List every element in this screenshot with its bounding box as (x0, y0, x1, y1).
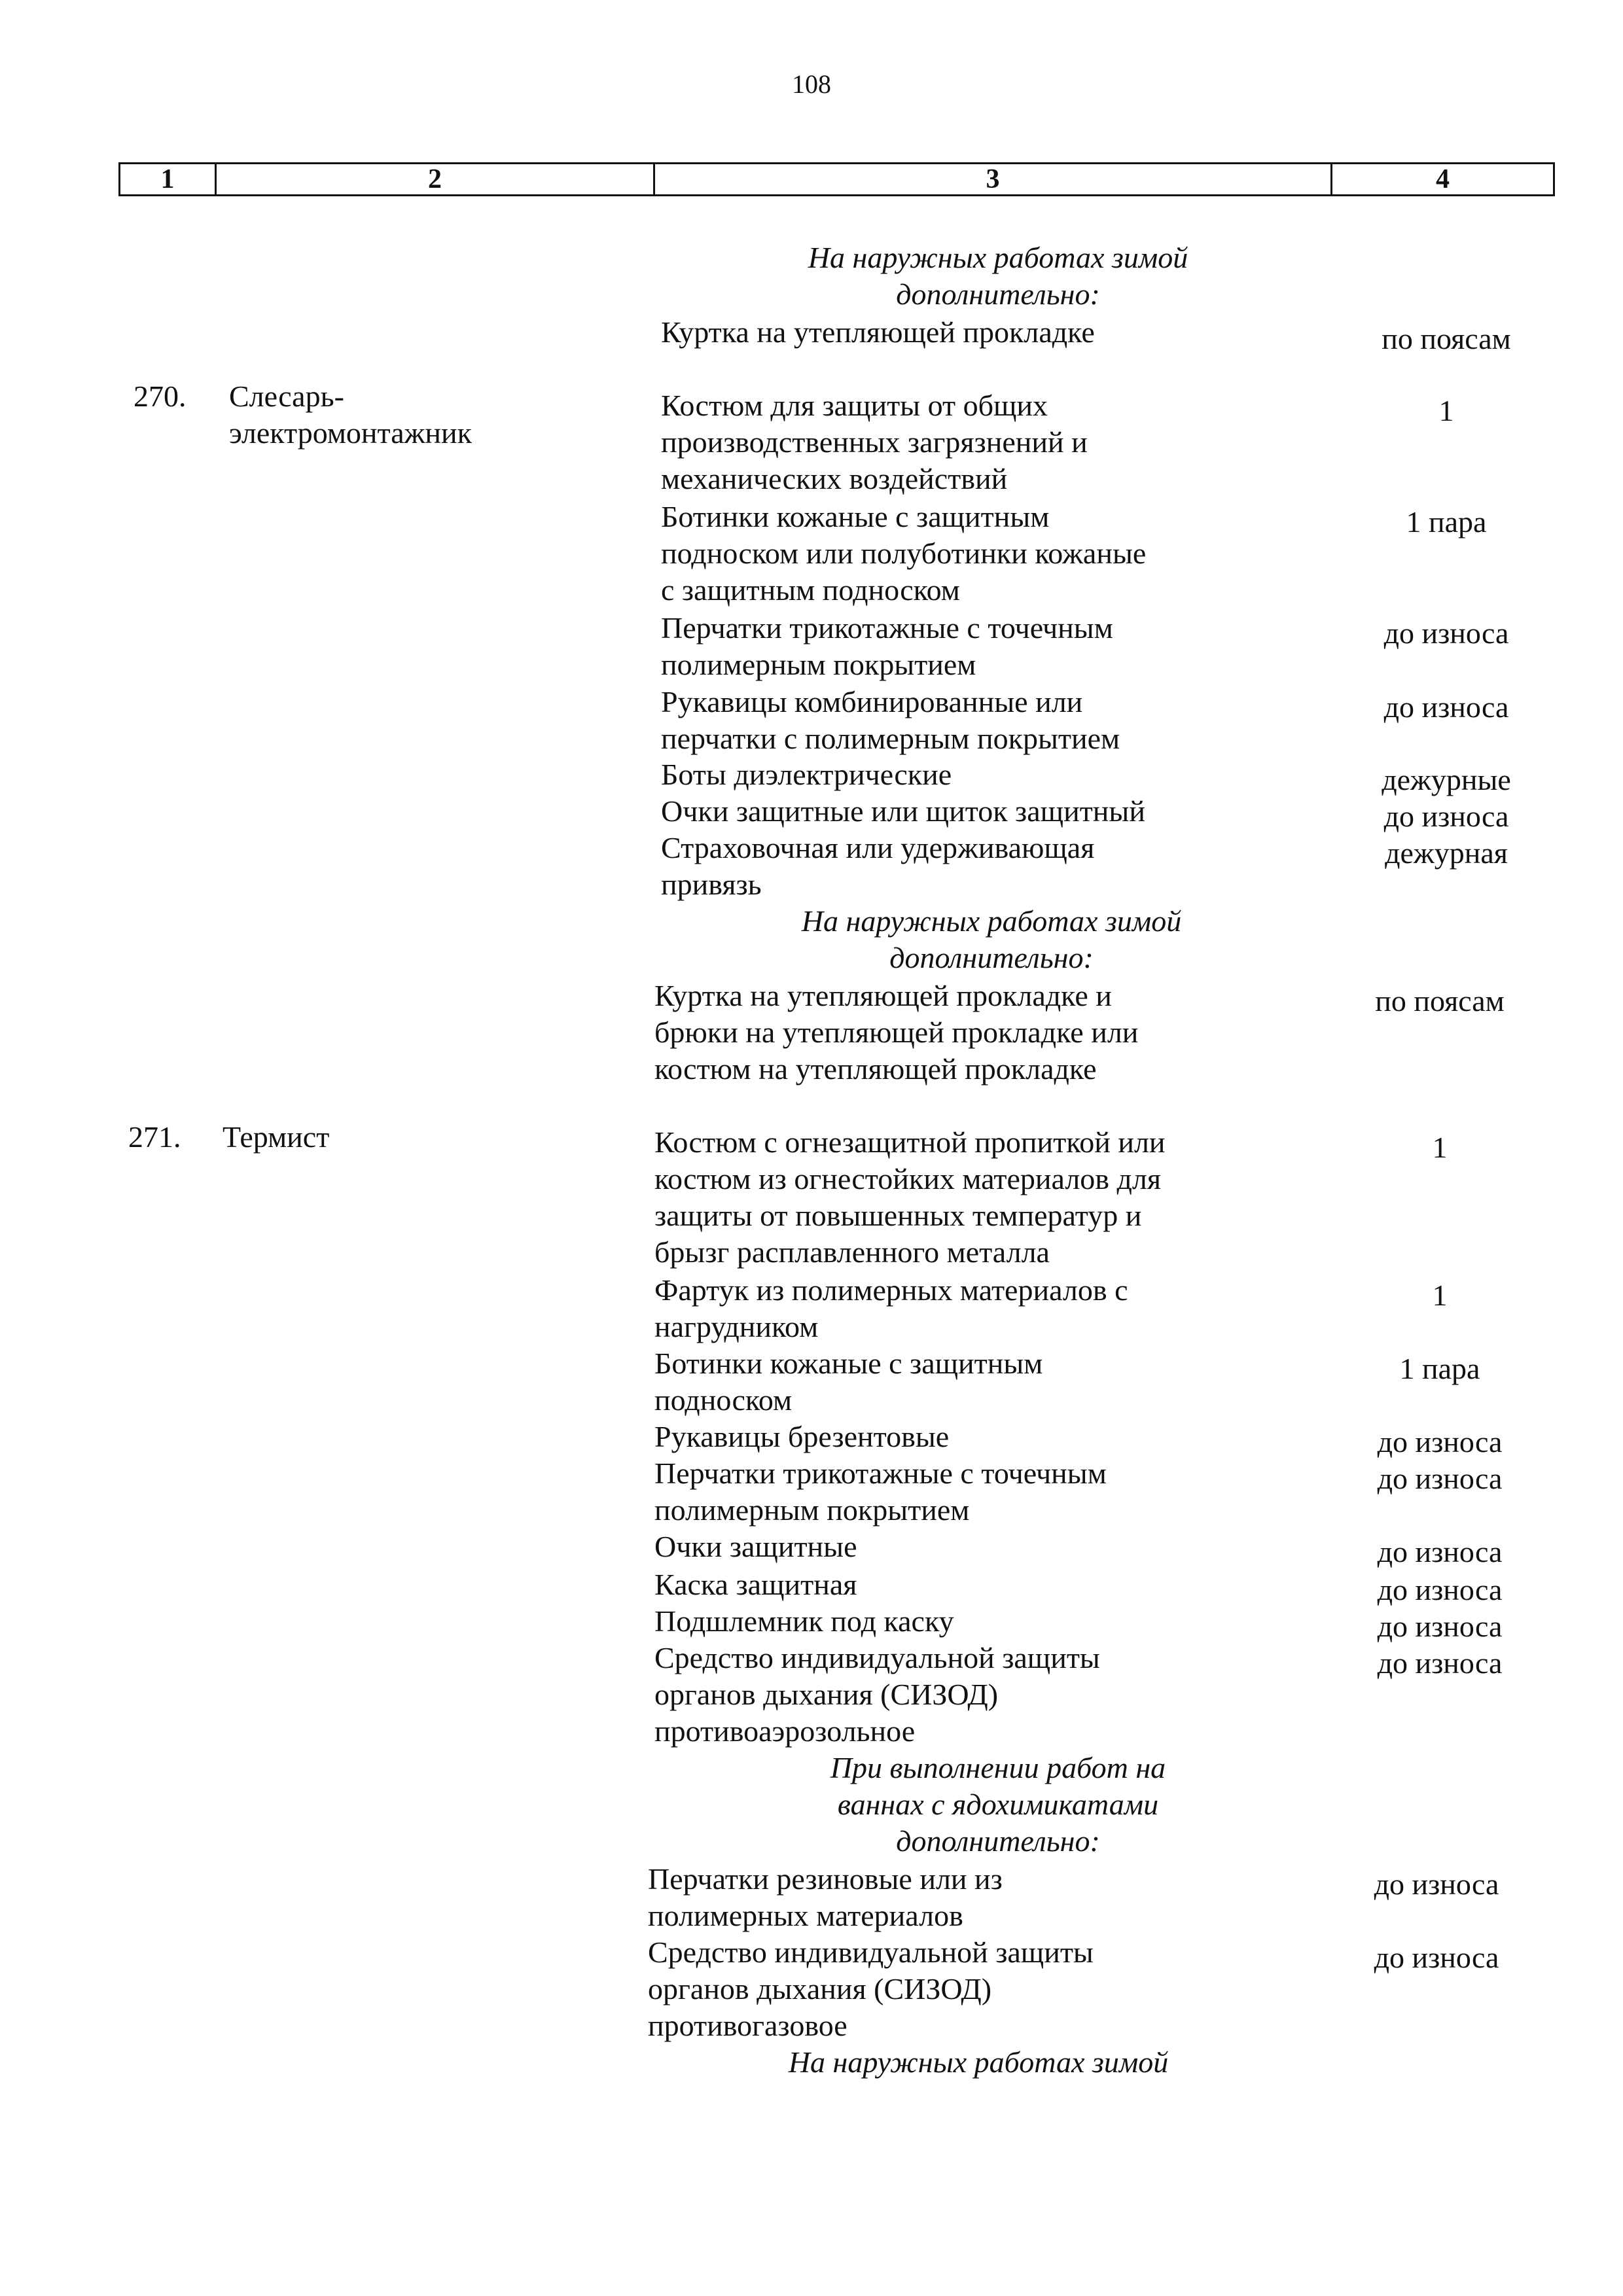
item-name (654, 1640, 1100, 1750)
item-name (661, 793, 1145, 830)
item-name (661, 499, 1146, 609)
item-name (654, 1124, 1166, 1271)
winter-note-270 (648, 903, 1335, 976)
column-header-table (118, 162, 1555, 196)
item-quantity: дежурные (1382, 763, 1511, 796)
item-line: костюм на утепляющей прокладке (654, 1052, 1097, 1086)
item-quantity: 1 (1432, 1131, 1448, 1164)
item-quantity: по поясам (1382, 322, 1511, 355)
item-name (654, 1345, 1043, 1419)
item-quantity: по поясам (1375, 984, 1505, 1017)
item-quantity: до износа (1374, 1941, 1499, 1974)
item-name (654, 1603, 954, 1640)
item-name (648, 1861, 1003, 1934)
column-header-1: 1 (120, 164, 216, 196)
item-name (661, 610, 1113, 683)
profession-name (229, 378, 472, 451)
item-line: Перчатки резиновые или из (648, 1862, 1003, 1896)
item-name (654, 1455, 1107, 1528)
item-name (654, 1566, 857, 1603)
item-line: брызг расплавленного металла (654, 1235, 1050, 1269)
item-line: Средство индивидуальной защиты (648, 1935, 1094, 1969)
item-line: Средство индивидуальной защиты (654, 1641, 1100, 1674)
winter-note-line: На наружных работах зимой (808, 241, 1188, 274)
profession-line: Слесарь- (229, 380, 344, 413)
winter-note-line: дополнительно: (896, 277, 1100, 311)
entry-number: 271. (128, 1120, 181, 1154)
item-line: Костюм для защиты от общих (661, 389, 1048, 422)
item-line: Очки защитные (654, 1530, 857, 1563)
item-quantity: 1 (1432, 1279, 1448, 1312)
item-line: Каска защитная (654, 1568, 857, 1601)
item-line: Костюм с огнезащитной пропиткой или (654, 1125, 1166, 1159)
item-quantity: до износа (1377, 1610, 1503, 1643)
item-quantity: до износа (1383, 616, 1509, 650)
item-quantity: до износа (1374, 1867, 1499, 1901)
item-name (654, 1419, 949, 1455)
bath-note-line: При выполнении работ на (830, 1751, 1166, 1784)
item-line: Перчатки трикотажные с точечным (654, 1457, 1107, 1490)
bath-note-line: дополнительно: (896, 1824, 1100, 1858)
item-quantity: 1 пара (1399, 1352, 1480, 1385)
item-quantity: до износа (1377, 1573, 1503, 1606)
item-line: подноском (654, 1383, 793, 1417)
item-line: Очки защитные или щиток защитный (661, 794, 1145, 828)
item-quantity: до износа (1377, 1462, 1503, 1495)
item-line: полимерным покрытием (654, 1493, 970, 1527)
item-line: органов дыхания (СИЗОД) (648, 1972, 992, 2005)
item-name (661, 387, 1088, 497)
item-line: нагрудником (654, 1310, 819, 1343)
item-quantity: до износа (1377, 1535, 1503, 1568)
item-line: противогазовое (648, 2009, 847, 2042)
item-line: брюки на утепляющей прокладке или (654, 1016, 1139, 1049)
item-name (654, 978, 1138, 1087)
winter-note-line: На наружных работах зимой (801, 904, 1182, 938)
item-line: противоаэрозольное (654, 1714, 916, 1748)
item-quantity: до износа (1383, 690, 1509, 724)
item-name (661, 830, 1094, 903)
item-name (661, 684, 1120, 757)
item-line: подноском или полуботинки кожаные (661, 537, 1147, 570)
item-quantity: до износа (1377, 1646, 1503, 1680)
item-quantity: дежурная (1385, 836, 1508, 870)
item-quantity: до износа (1383, 800, 1509, 833)
item-name (654, 1272, 1128, 1345)
winter-note-269 (654, 239, 1342, 313)
item-line: привязь (661, 868, 762, 901)
winter-note-line: дополнительно: (889, 941, 1094, 974)
item-line: органов дыхания (СИЗОД) (654, 1678, 999, 1711)
item-line: Боты диэлектрические (661, 758, 952, 791)
profession-line: электромонтажник (229, 416, 472, 450)
item-quantity: 1 (1438, 394, 1454, 427)
item-line: полимерным покрытием (661, 648, 976, 681)
column-header-2: 2 (216, 164, 654, 196)
item-name (661, 756, 952, 793)
entry-number: 270. (134, 380, 187, 413)
item-line: Подшлемник под каску (654, 1604, 954, 1638)
item-line: Рукавицы брезентовые (654, 1420, 950, 1453)
item-line: Ботинки кожаные с защитным (654, 1347, 1043, 1380)
bath-note-271 (654, 1750, 1342, 1860)
item-line: Рукавицы комбинированные или (661, 685, 1083, 718)
item-quantity: до износа (1377, 1425, 1503, 1458)
winter-note-271: На наружных работах зимой (788, 2045, 1169, 2079)
column-header-4: 4 (1332, 164, 1554, 196)
item-name: Куртка на утепляющей прокладке (661, 315, 1095, 349)
item-line: механических воздействий (661, 462, 1008, 495)
item-line: с защитным подноском (661, 573, 960, 607)
item-line: Куртка на утепляющей прокладке и (654, 979, 1112, 1012)
item-line: защиты от повышенных температур и (654, 1199, 1142, 1232)
bath-note-line: ваннах с ядохимикатами (837, 1788, 1159, 1821)
profession-name: Термист (223, 1120, 330, 1154)
item-line: костюм из огнестойких материалов для (654, 1162, 1162, 1195)
item-line: перчатки с полимерным покрытием (661, 722, 1120, 755)
item-line: Фартук из полимерных материалов с (654, 1273, 1128, 1307)
item-line: производственных загрязнений и (661, 425, 1088, 459)
item-name (654, 1528, 857, 1565)
item-name (648, 1934, 1094, 2044)
item-quantity: 1 пара (1406, 505, 1487, 539)
item-line: Страховочная или удерживающая (661, 831, 1095, 864)
column-header-3: 3 (654, 164, 1332, 196)
page-number: 108 (792, 69, 831, 99)
item-line: Перчатки трикотажные с точечным (661, 611, 1113, 645)
item-line: Ботинки кожаные с защитным (661, 500, 1050, 533)
item-line: полимерных материалов (648, 1899, 963, 1932)
